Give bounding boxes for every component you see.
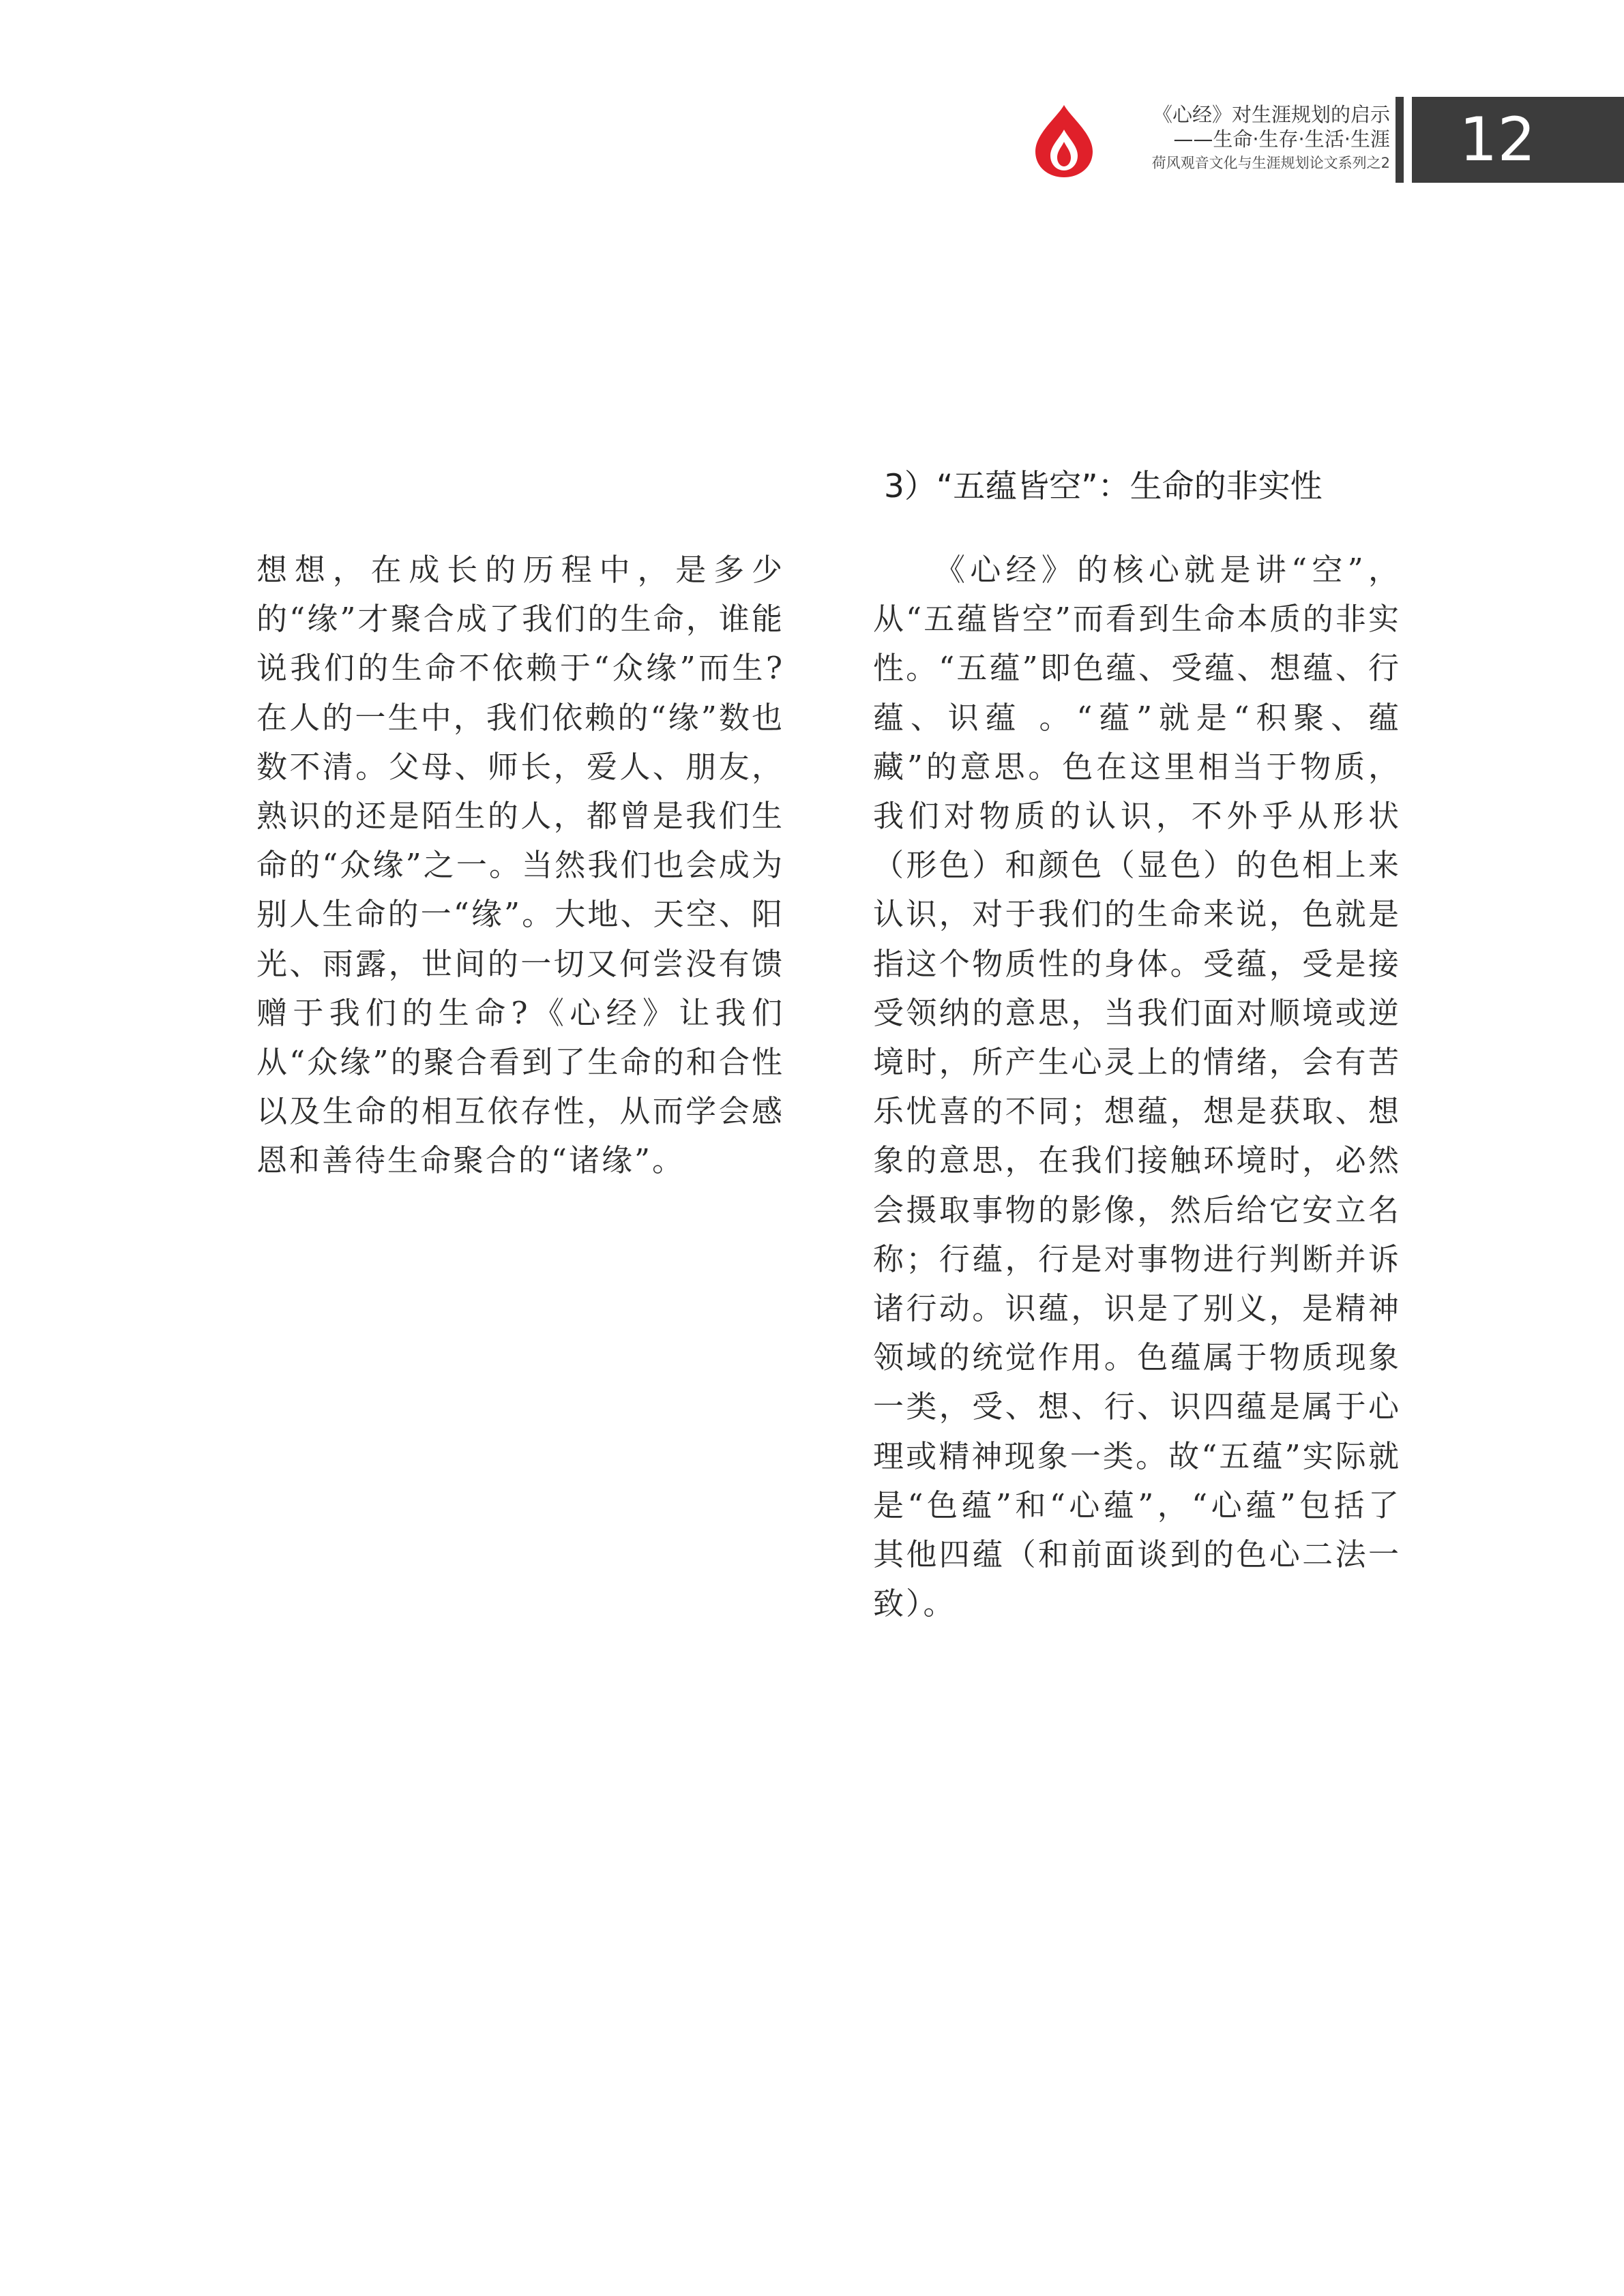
page-number: 12 [1412,97,1624,183]
header-subtitle: ——生命·生存·生活·生涯 [1173,128,1390,151]
lotus-flame-logo-icon [1030,102,1098,179]
section-heading: 3）“五蕴皆空”：生命的非实性 [884,468,1323,505]
right-column-paragraph: 《心经》的核心就是讲“空”，从“五蕴皆空”而看到生命本质的非实性。“五蕴”即色蕴、受蕴、想蕴、行蕴、识蕴 。“蕴”就是“积聚、蕴藏”的意思。色在这里相当于物质，我们对物质的认识，不外乎从形状（形色）和颜色（显色）的色相上来认识，对于我们的生命来说，色就是指这个物质性的身体。受蕴，受是接受领纳的意思，当我们面对顺境或逆境时，所产生心灵上的情绪，会有苦乐忧喜的不同；想蕴，想是获取、想象的意思，在我们接触环境时，必然会摄取事物的影像，然后给它安立名称；行蕴，行是对事物进行判断并诉诸行动。识蕴，识是了别义，是精神领域的统觉作用。色蕴属于物质现象一类，受、想、行、识四蕴是属于心理或精神现象一类。故“五蕴”实际就是“色蕴”和“心蕴”，“心蕴”包括了其他四蕴（和前面谈到的色心二法一致）。 [873,552,1401,1622]
header-text-block [1104,102,1390,173]
right-column [873,546,1401,1628]
header-series-label: 荷风观音文化与生涯规划论文系列之2 [1151,155,1390,171]
header-title: 《心经》对生涯规划的启示 [1152,103,1390,126]
header-divider-bar [1396,97,1404,183]
left-column-paragraph: 想想，在成长的历程中，是多少的“缘”才聚合成了我们的生命，谁能说我们的生命不依赖于“众缘”而生?在人的一生中，我们依赖的“缘”数也数不清。父母、师长，爱人、朋友，熟识的还是陌生的人，都曾是我们生命的“众缘”之一。当然我们也会成为别人生命的一“缘”。大地、天空、阳光、雨露，世间的一切又何尝没有馈赠于我们的生命?《心经》让我们从“众缘”的聚合看到了生命的和合性以及生命的相互依存性，从而学会感恩和善待生命聚合的“诸缘”。 [256,552,784,1179]
left-column [256,546,784,1186]
page-header [1030,95,1624,184]
